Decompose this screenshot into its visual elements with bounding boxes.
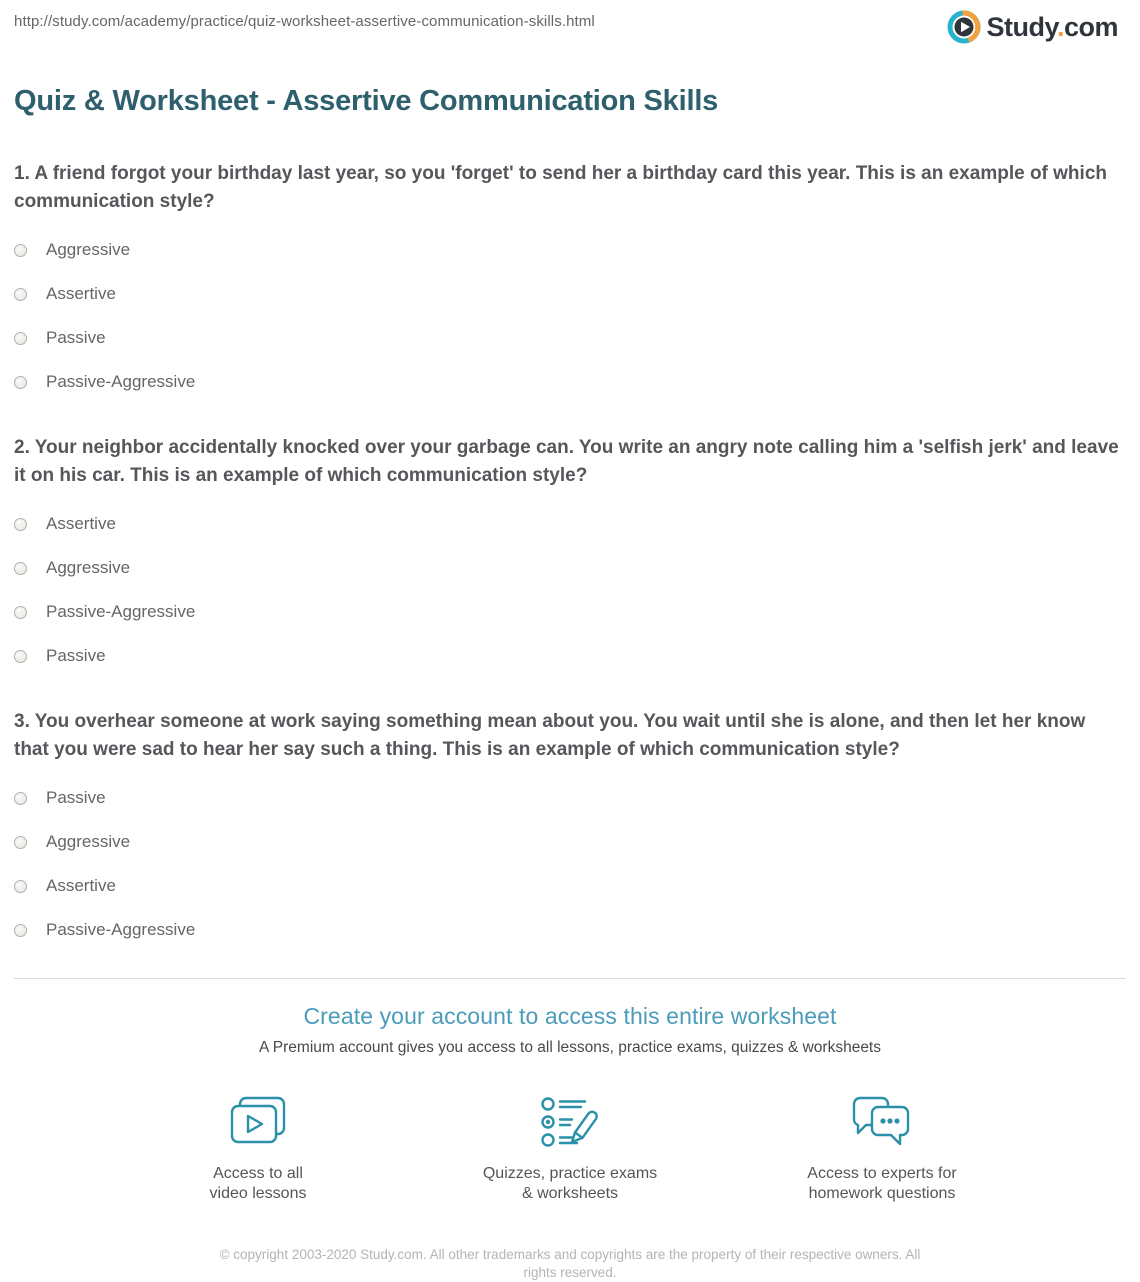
features-row xyxy=(14,1093,1126,1204)
answer-option-label: Passive xyxy=(46,328,106,347)
question-text: 2. Your neighbor accidentally knocked over your garbage can. You write an angry note calling him a 'selfish jerk' and leave it on his car. This is an example of which communication style? xyxy=(14,437,1119,486)
page-title: Quiz & Worksheet - Assertive Communication Skills xyxy=(14,85,719,117)
answer-option[interactable] xyxy=(14,240,1120,260)
answer-option[interactable] xyxy=(14,876,1120,896)
quiz-question-1 xyxy=(14,160,1120,392)
feature-caption: Access to all video lessons xyxy=(209,1165,307,1202)
answer-option[interactable] xyxy=(14,788,1120,808)
page-url: http://study.com/academy/practice/quiz-worksheet-assertive-communication-skills.html xyxy=(14,13,595,30)
question-text: 1. A friend forgot your birthday last year, so you 'forget' to send her a birthday card this year. This is an example of which communication style? xyxy=(14,163,1107,212)
radio-button[interactable] xyxy=(14,606,27,619)
answer-option[interactable] xyxy=(14,832,1120,852)
radio-button[interactable] xyxy=(14,518,27,531)
radio-button[interactable] xyxy=(14,880,27,893)
answer-option[interactable] xyxy=(14,602,1120,622)
quiz-question-2 xyxy=(14,434,1120,666)
top-bar xyxy=(0,0,1140,44)
answer-option[interactable] xyxy=(14,328,1120,348)
feature-caption: Quizzes, practice exams & worksheets xyxy=(482,1165,658,1202)
experts-chat-icon xyxy=(767,1093,997,1151)
feature-experts-chat xyxy=(767,1093,997,1204)
answer-option-label: Passive-Aggressive xyxy=(46,920,196,939)
studycom-play-icon xyxy=(947,10,981,44)
signup-heading: Create your account to access this entire worksheet xyxy=(303,1003,837,1029)
radio-button[interactable] xyxy=(14,836,27,849)
feature-quizzes-worksheets xyxy=(455,1093,685,1204)
answer-option-label: Passive xyxy=(46,646,106,665)
quizzes-worksheets-icon xyxy=(455,1093,685,1151)
answer-option-label: Assertive xyxy=(46,284,116,303)
answer-option[interactable] xyxy=(14,372,1120,392)
answer-option-label: Passive-Aggressive xyxy=(46,602,196,621)
radio-button[interactable] xyxy=(14,792,27,805)
radio-button[interactable] xyxy=(14,924,27,937)
answer-option[interactable] xyxy=(14,558,1120,578)
studycom-logo-text: Study.com xyxy=(986,11,1118,42)
answer-option-label: Aggressive xyxy=(46,558,131,577)
answer-option[interactable] xyxy=(14,514,1120,534)
answer-option[interactable] xyxy=(14,920,1120,940)
feature-caption: Access to experts for homework questions xyxy=(807,1165,957,1202)
video-lessons-icon xyxy=(143,1093,373,1151)
feature-video-lessons xyxy=(143,1093,373,1204)
answer-option-label: Assertive xyxy=(46,876,116,895)
radio-button[interactable] xyxy=(14,650,27,663)
answer-option-label: Passive-Aggressive xyxy=(46,372,196,391)
radio-button[interactable] xyxy=(14,562,27,575)
answer-option[interactable] xyxy=(14,284,1120,304)
copyright-text: © copyright 2003-2020 Study.com. All other trademarks and copyrights are the property of their respective owners. All rights reserved. xyxy=(219,1247,921,1280)
radio-button[interactable] xyxy=(14,332,27,345)
signup-subheading: A Premium account gives you access to all lessons, practice exams, quizzes & worksheets xyxy=(259,1039,881,1056)
answer-option[interactable] xyxy=(14,646,1120,666)
answer-option-label: Aggressive xyxy=(46,240,131,259)
studycom-logo[interactable] xyxy=(947,10,1118,44)
signup-section xyxy=(14,978,1126,1204)
quiz-question-3 xyxy=(14,708,1120,940)
answer-option-label: Passive xyxy=(46,788,106,807)
radio-button[interactable] xyxy=(14,288,27,301)
question-text: 3. You overhear someone at work saying something mean about you. You wait until she is alone, and then let her know that you were sad to hear her say such a thing. This is an example of which communication style? xyxy=(14,711,1086,760)
radio-button[interactable] xyxy=(14,376,27,389)
answer-option-label: Assertive xyxy=(46,514,116,533)
radio-button[interactable] xyxy=(14,244,27,257)
answer-option-label: Aggressive xyxy=(46,832,131,851)
